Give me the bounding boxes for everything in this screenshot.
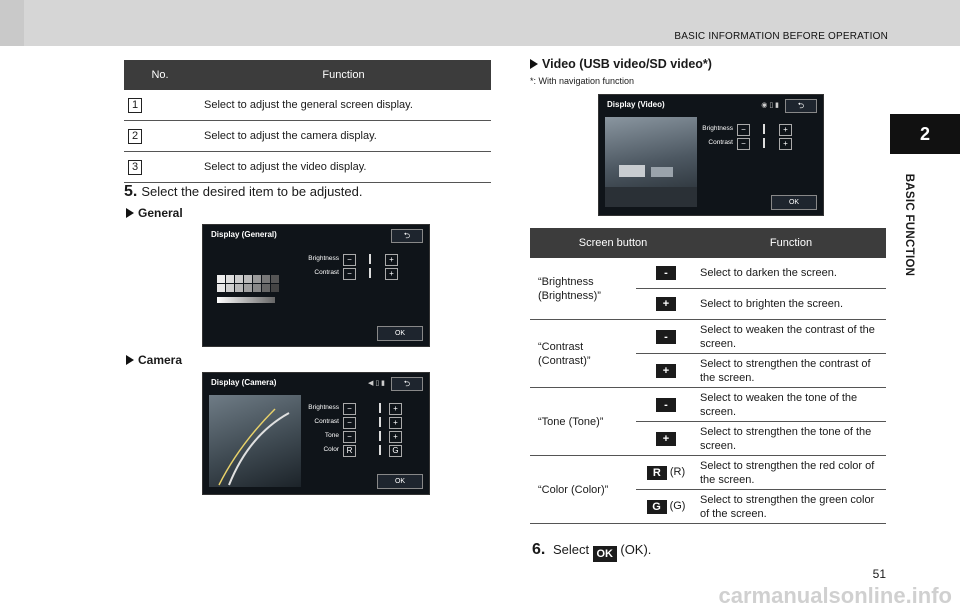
color-label: Color <box>323 446 339 453</box>
step-6-pre: Select <box>552 542 590 557</box>
video-heading-text: Video (USB video/SD video*) <box>542 57 712 71</box>
row-function-cell: Select to adjust the video display. <box>196 152 491 183</box>
plus-button[interactable]: + <box>389 403 402 415</box>
video-display-screen <box>598 94 824 216</box>
ok-button[interactable]: OK <box>377 474 423 489</box>
parking-guide-lines-icon <box>209 395 301 487</box>
status-icons: ◉ ▯ ▮ <box>761 102 779 109</box>
camera-display-screen <box>202 372 430 495</box>
plus-button[interactable]: + <box>385 254 398 266</box>
triangle-bullet-icon <box>126 208 134 218</box>
step-6-post: (OK). <box>620 542 652 557</box>
swatch <box>253 284 261 292</box>
camera-heading-text: Camera <box>138 353 183 367</box>
page-number: 51 <box>872 567 886 581</box>
brightness-label: Brightness <box>308 255 339 262</box>
row-number-cell <box>124 90 196 121</box>
plus-button[interactable]: + <box>389 417 402 429</box>
col-header-screen-button: Screen button <box>530 228 696 258</box>
col-header-function: Function <box>696 228 886 258</box>
group-name-color: “Color (Color)” <box>530 456 636 524</box>
swatch <box>235 284 243 292</box>
step-5 <box>124 183 362 201</box>
general-heading <box>126 206 183 220</box>
row-number-cell <box>124 152 196 183</box>
minus-button[interactable]: − <box>343 403 356 415</box>
green-button[interactable]: G <box>389 445 402 457</box>
gradient-bar <box>217 297 275 303</box>
general-heading-text: General <box>138 206 183 220</box>
level-bar <box>379 431 381 441</box>
screen-title: Display (General) <box>211 230 277 239</box>
function-cell: Select to strengthen the contrast of the screen. <box>696 354 886 388</box>
screen-button-table <box>530 228 886 524</box>
contrast-row <box>314 268 403 279</box>
test-pattern-grid <box>217 275 279 305</box>
minus-icon: - <box>656 330 676 344</box>
swatch <box>217 284 225 292</box>
contrast-label: Contrast <box>314 418 339 425</box>
button-cell <box>636 258 696 289</box>
ok-button[interactable]: OK <box>771 195 817 210</box>
minus-button[interactable]: − <box>343 431 356 443</box>
table-row <box>530 320 886 354</box>
triangle-bullet-icon <box>126 355 134 365</box>
plus-icon: + <box>656 364 676 378</box>
level-bar <box>369 268 371 278</box>
button-cell <box>636 320 696 354</box>
plus-button[interactable]: + <box>779 124 792 136</box>
step-5-text: Select the desired item to be adjusted. <box>141 184 363 199</box>
table-row <box>124 121 491 152</box>
group-name-brightness: “Brightness (Brightness)” <box>530 258 636 320</box>
minus-icon: - <box>656 398 676 412</box>
video-footnote: *: With navigation function <box>530 76 635 86</box>
video-scene-icon <box>605 117 697 207</box>
triangle-bullet-icon <box>530 59 538 69</box>
level-bar <box>379 403 381 413</box>
contrast-label: Contrast <box>708 139 733 146</box>
plus-button[interactable]: + <box>385 268 398 280</box>
swatch <box>217 275 225 283</box>
green-g-icon: G <box>647 500 667 514</box>
ok-button[interactable]: OK <box>377 326 423 341</box>
swatch <box>226 275 234 283</box>
function-cell: Select to weaken the tone of the screen. <box>696 388 886 422</box>
swatch <box>235 275 243 283</box>
function-cell: Select to weaken the contrast of the screen. <box>696 320 886 354</box>
button-suffix: (R) <box>669 466 686 479</box>
brightness-row <box>702 124 797 135</box>
back-button[interactable]: ⮌ <box>785 99 817 113</box>
table-row <box>124 90 491 121</box>
plus-button[interactable]: + <box>779 138 792 150</box>
contrast-row <box>708 138 797 149</box>
tone-label: Tone <box>324 432 339 439</box>
swatch <box>244 284 252 292</box>
swatch <box>271 284 279 292</box>
row-number-box: 3 <box>128 160 142 175</box>
chapter-tab-number: 2 <box>890 114 960 154</box>
swatch <box>262 275 270 283</box>
screen-title: Display (Video) <box>607 100 665 109</box>
level-bar <box>763 124 765 134</box>
row-number-box: 1 <box>128 98 142 113</box>
button-cell <box>636 422 696 456</box>
row-number-cell <box>124 121 196 152</box>
brightness-label: Brightness <box>308 404 339 411</box>
back-button[interactable]: ⮌ <box>391 377 423 391</box>
table-header-row <box>530 228 886 258</box>
minus-icon: - <box>656 266 676 280</box>
plus-icon: + <box>656 432 676 446</box>
group-name-contrast: “Contrast (Contrast)” <box>530 320 636 388</box>
function-cell: Select to strengthen the green color of the screen. <box>696 490 886 524</box>
minus-button[interactable]: − <box>343 268 356 280</box>
back-button[interactable]: ⮌ <box>391 229 423 243</box>
button-cell <box>636 456 696 490</box>
level-bar <box>369 254 371 264</box>
brightness-row <box>308 254 403 265</box>
section-header-title: BASIC INFORMATION BEFORE OPERATION <box>674 31 888 42</box>
minus-button[interactable]: − <box>737 124 750 136</box>
color-row <box>323 445 403 456</box>
col-header-no: No. <box>124 60 196 90</box>
group-name-tone: “Tone (Tone)” <box>530 388 636 456</box>
swatch <box>262 284 270 292</box>
pattern-swatches <box>217 275 279 292</box>
level-bar <box>379 417 381 427</box>
function-cell: Select to darken the screen. <box>696 258 886 289</box>
video-preview-image <box>605 117 697 207</box>
brightness-row <box>308 403 403 414</box>
minus-button[interactable]: − <box>343 254 356 266</box>
contrast-row <box>314 417 403 428</box>
row-number-box: 2 <box>128 129 142 144</box>
swatch <box>244 275 252 283</box>
camera-heading <box>126 353 182 367</box>
general-display-screen <box>202 224 430 347</box>
chapter-tab-label-text: BASIC FUNCTION <box>903 173 915 277</box>
brightness-label: Brightness <box>702 125 733 132</box>
table-row <box>530 388 886 422</box>
function-cell: Select to strengthen the red color of the screen. <box>696 456 886 490</box>
swatch <box>253 275 261 283</box>
table-row <box>124 152 491 183</box>
table-row <box>530 258 886 289</box>
video-heading <box>530 57 712 71</box>
contrast-label: Contrast <box>314 269 339 276</box>
row-function-cell: Select to adjust the camera display. <box>196 121 491 152</box>
tone-row <box>324 431 403 442</box>
chapter-tab-label <box>898 160 920 290</box>
minus-button[interactable]: − <box>343 417 356 429</box>
plus-button[interactable]: + <box>389 431 402 443</box>
level-bar <box>379 445 381 455</box>
status-icons: ◀ ▯ ▮ <box>368 380 385 387</box>
button-suffix: (G) <box>669 500 686 513</box>
button-cell <box>636 490 696 524</box>
site-watermark: carmanualsonline.info <box>718 583 952 608</box>
red-r-icon: R <box>647 466 667 480</box>
minus-button[interactable]: − <box>737 138 750 150</box>
swatch <box>271 275 279 283</box>
table-header-row <box>124 60 491 90</box>
button-cell <box>636 388 696 422</box>
red-button[interactable]: R <box>343 445 356 457</box>
step-6 <box>532 541 651 562</box>
swatch <box>226 284 234 292</box>
screen-function-table <box>124 60 491 183</box>
function-cell: Select to brighten the screen. <box>696 289 886 320</box>
row-function-cell: Select to adjust the general screen display. <box>196 90 491 121</box>
level-bar <box>763 138 765 148</box>
function-cell: Select to strengthen the tone of the screen. <box>696 422 886 456</box>
screen-title: Display (Camera) <box>211 378 277 387</box>
ok-key-icon: OK <box>593 546 617 562</box>
col-header-function: Function <box>196 60 491 90</box>
step-5-number: 5. <box>124 183 138 200</box>
table-row <box>530 456 886 490</box>
step-6-number: 6. <box>532 541 546 558</box>
button-cell <box>636 289 696 320</box>
camera-preview-image <box>209 395 301 487</box>
button-cell <box>636 354 696 388</box>
plus-icon: + <box>656 297 676 311</box>
